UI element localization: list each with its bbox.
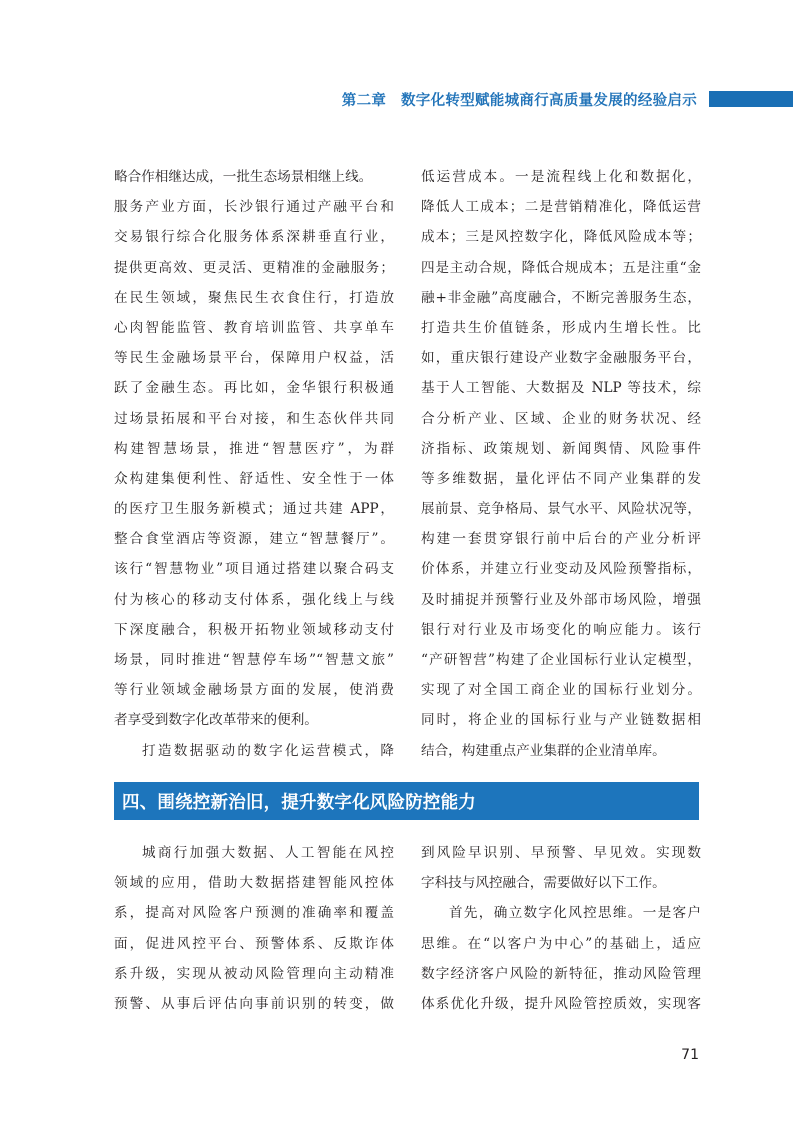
- text-line: 领域的应用，借助大数据搭建智能风控体: [114, 875, 394, 892]
- text-line: 该行“智慧物业”项目通过搭建以聚合码支: [114, 561, 394, 578]
- text-line: 银行对行业及市场变化的响应能力。该行: [421, 621, 701, 638]
- text-line: 济指标、政策规划、新闻舆情、风险事件: [421, 440, 701, 457]
- text-line: 成本；三是风控数字化，降低风险成本等；: [421, 229, 701, 246]
- text-line: 打造数据驱动的数字化运营模式，降: [142, 742, 394, 759]
- text-line: 首先，确立数字化风控思维。一是客户: [449, 905, 701, 922]
- text-line: 合分析产业、区域、企业的财务状况、经: [421, 410, 701, 427]
- text-line: 展前景、竞争格局、景气水平、风险状况等，: [421, 501, 701, 518]
- text-line: 付为核心的移动支付体系，强化线上与线: [114, 591, 394, 608]
- text-line: 系升级，实现从被动风险管理向主动精准: [114, 965, 394, 982]
- body-column-left-bottom: [114, 838, 394, 1019]
- text-line: 众构建集便利性、舒适性、安全性于一体: [114, 470, 394, 487]
- text-line: 的医疗卫生服务新模式；通过共建 APP，: [114, 501, 394, 518]
- chapter-header-title: 第二章 数字化转型赋能城商行高质量发展的经验启示: [341, 93, 697, 109]
- text-line: 如，重庆银行建设产业数字金融服务平台，: [421, 350, 701, 367]
- text-line: 服务产业方面，长沙银行通过产融平台和: [114, 199, 394, 216]
- text-line: 基于人工智能、大数据及 NLP 等技术，综: [421, 380, 701, 397]
- text-line: “产研智营”构建了企业国标行业认定模型，: [421, 652, 701, 668]
- text-line: 城商行加强大数据、人工智能在风控: [142, 845, 394, 861]
- text-line: 构建智慧场景，推进“智慧医疗”，为群: [114, 440, 394, 457]
- text-line: 等民生金融场景平台，保障用户权益，活: [114, 350, 394, 367]
- text-line: 下深度融合，积极开拓物业领域移动支付: [114, 621, 394, 638]
- text-line: 数字经济客户风险的新特征，推动风险管理: [421, 965, 701, 982]
- text-line: 在民生领域，聚焦民生衣食住行，打造放: [114, 289, 394, 306]
- text-line: 同时，将企业的国标行业与产业链数据相: [421, 712, 701, 729]
- body-column-left-top: [114, 162, 394, 766]
- section-heading: 四、围绕控新治旧，提升数字化风险防控能力: [122, 792, 476, 813]
- text-line: 心肉智能监管、教育培训监管、共享单车: [114, 319, 394, 336]
- text-line: 四是主动合规，降低合规成本；五是注重“金: [421, 259, 701, 276]
- text-line: 略合作相继达成，一批生态场景相继上线。: [114, 169, 373, 185]
- text-line: 跃了金融生态。再比如，金华银行积极通: [114, 380, 394, 397]
- text-line: 提供更高效、更灵活、更精准的金融服务；: [114, 259, 394, 276]
- text-line: 价体系，并建立行业变动及风险预警指标，: [421, 561, 701, 578]
- text-line: 等多维数据，量化评估不同产业集群的发: [421, 470, 701, 487]
- text-line: 交易银行综合化服务体系深耕垂直行业，: [114, 229, 394, 246]
- text-line: 过场景拓展和平台对接，和生态伙伴共同: [114, 410, 394, 427]
- text-line: 实现了对全国工商企业的国标行业划分。: [421, 682, 701, 699]
- page-number: 71: [681, 1047, 699, 1063]
- section-heading-banner: [114, 782, 699, 820]
- body-column-right-bottom: [421, 838, 701, 1019]
- text-line: 体系优化升级，提升风险管控质效，实现客: [421, 995, 701, 1012]
- text-line: 整合食堂酒店等资源，建立“智慧餐厅”。: [114, 531, 394, 548]
- text-line: 及时捕捉并预警行业及外部市场风险，增强: [421, 591, 701, 608]
- text-line: 场景，同时推进“智慧停车场”“智慧文旅”: [114, 652, 394, 668]
- header-accent-bar: [709, 91, 793, 107]
- text-line: 构建一套贯穿银行前中后台的产业分析评: [421, 531, 701, 548]
- text-line: 系，提高对风险客户预测的准确率和覆盖: [114, 905, 394, 922]
- text-line: 者享受到数字化改革带来的便利。: [114, 712, 318, 729]
- text-line: 等行业领域金融场景方面的发展，使消费: [114, 682, 394, 699]
- text-line: 思维。在“以客户为中心”的基础上，适应: [421, 935, 701, 952]
- text-line: 面，促进风控平台、预警体系、反欺诈体: [114, 935, 394, 952]
- text-line: 降低人工成本；二是营销精准化，降低运营: [421, 199, 701, 216]
- text-line: 低运营成本。一是流程线上化和数据化，: [421, 169, 701, 185]
- text-line: 融+非金融”高度融合，不断完善服务生态，: [421, 289, 701, 306]
- text-line: 结合，构建重点产业集群的企业清单库。: [421, 742, 666, 759]
- text-line: 到风险早识别、早预警、早见效。实现数: [421, 845, 701, 861]
- text-line: 字科技与风控融合，需要做好以下工作。: [421, 875, 666, 892]
- body-column-right-top: [421, 162, 701, 766]
- text-line: 预警、从事后评估向事前识别的转变，做: [114, 995, 394, 1012]
- text-line: 打造共生价值链条，形成内生增长性。比: [421, 319, 701, 336]
